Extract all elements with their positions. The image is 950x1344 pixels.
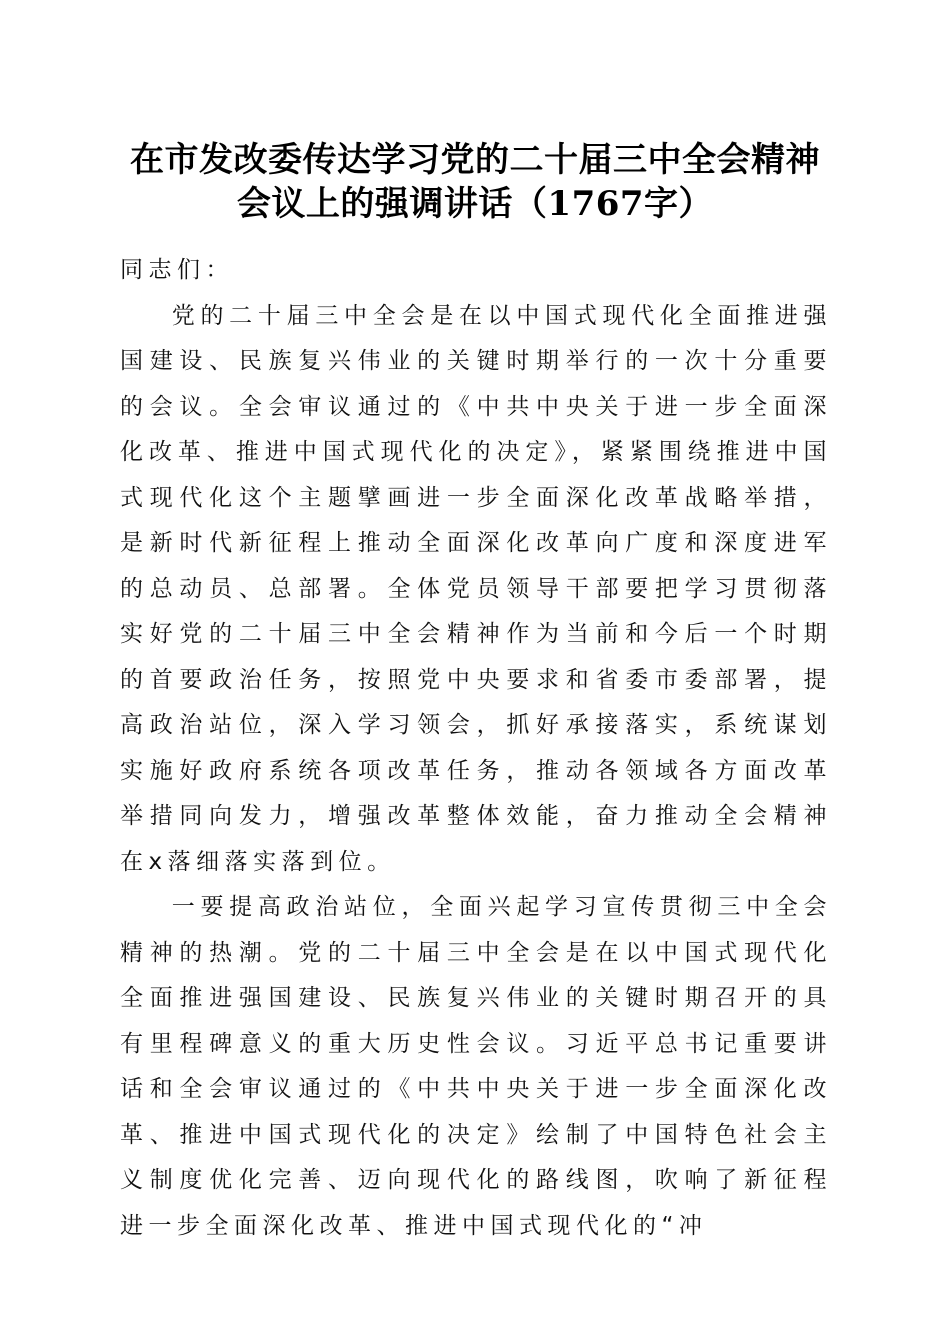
paragraph-intro: 党的二十届三中全会是在以中国式现代化全面推进强国建设、民族复兴伟业的关键时期举行的一次十分重要的会议。全会审议通过的《中共中央关于进一步全面深化改革、推进中国式现代化的决定》，紧紧围绕推进中国式现代化这个主题擘画进一步全面深化改革战略举措，是新时代新征程上推动全面深化改革向广度和深度进军的总动员、总部署。全体党员领导干部要把学习贯彻落实好党的二十届三中全会精神作为当前和今后一个时期的首要政治任务，按照党中央要求和省委市委部署，提高政治站位，深入学习领会，抓好承接落实，系统谋划实施好政府系统各项改革任务，推动各领域各方面改革举措同向发力，增强改革整体效能，奋力推动全会精神在x落细落实落到位。 — [120, 302, 832, 875]
paragraph-point-one: 一要提高政治站位，全面兴起学习宣传贯彻三中全会精神的热潮。党的二十届三中全会是在以中国式现代化全面推进强国建设、民族复兴伟业的关键时期召开的具有里程碑意义的重大历史性会议。习近平总书记重要讲话和全会审议通过的《中共中央关于进一步全面深化改革、推进中国式现代化的决定》绘制了中国特色社会主义制度优化完善、迈向现代化的路线图，吹响了新征程进一步全面深化改革、推进中国式现代化的“冲 — [120, 894, 832, 1239]
title-line-2: 会议上的强调讲话（1767字） — [236, 184, 714, 224]
document-title — [100, 138, 850, 226]
title-line-1: 在市发改委传达学习党的二十届三中全会精神 — [130, 140, 820, 180]
salutation: 同志们： — [120, 257, 234, 283]
document-body — [120, 248, 832, 1249]
